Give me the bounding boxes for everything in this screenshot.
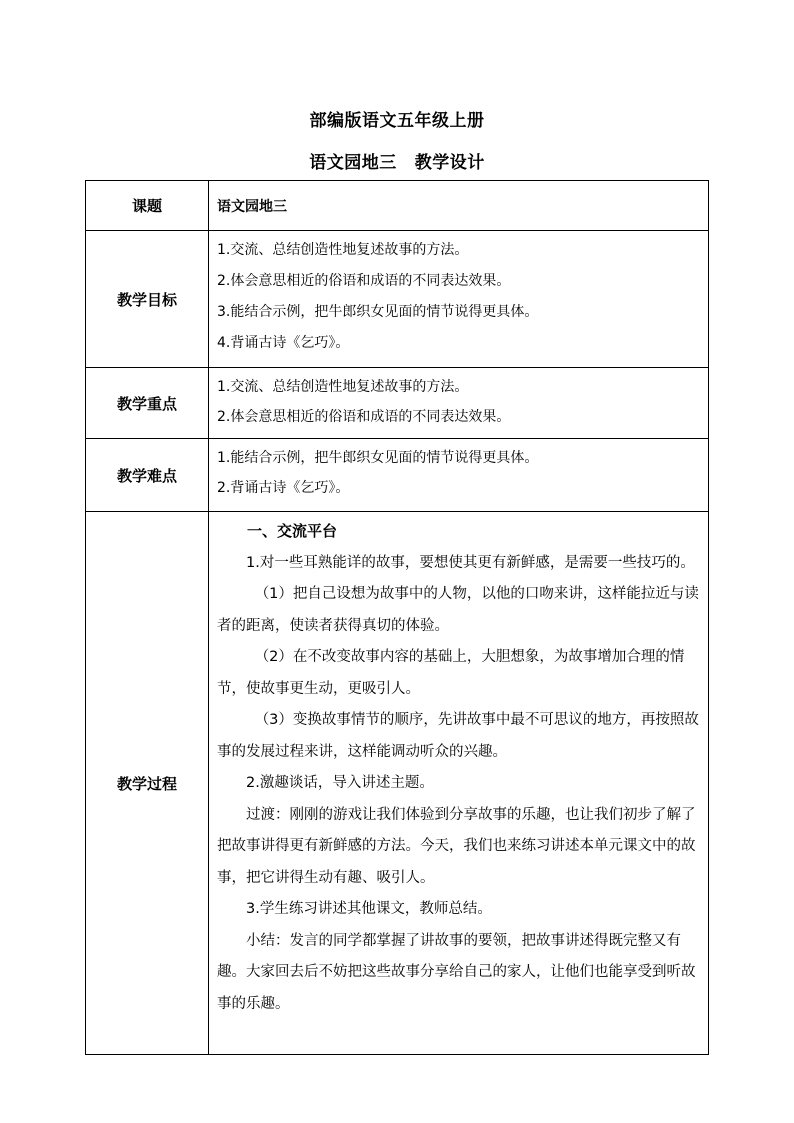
difficulties-header: 教学难点 — [86, 439, 209, 512]
difficulties-cell — [209, 439, 709, 512]
goal-item: 2.体会意思相近的俗语和成语的不同表达效果。 — [217, 273, 511, 289]
subtitle-left: 语文园地三 — [309, 153, 397, 173]
lesson-plan-table — [85, 180, 709, 1055]
table-row-goals — [86, 231, 709, 368]
goal-item: 1.交流、总结创造性地复述故事的方法。 — [217, 242, 469, 258]
subtitle-right: 教学设计 — [414, 153, 485, 173]
table-row-process — [86, 512, 709, 1055]
process-cell — [209, 512, 709, 1055]
process-paragraph: 过渡：刚刚的游戏让我们体验到分享故事的乐趣，也让我们初步了解了把故事讲得更有新鲜感的方法。今天，我们也来练习讲述本单元课文中的故事，把它讲得生动有趣、吸引人。 — [217, 806, 696, 886]
document-subtitle — [0, 148, 794, 173]
table-row-difficulties — [86, 439, 709, 512]
table-row-key-points — [86, 368, 709, 439]
goal-item: 3.能结合示例，把牛郎织女见面的情节说得更具体。 — [217, 304, 539, 320]
process-header: 教学过程 — [86, 512, 209, 1055]
key-point-item: 2.体会意思相近的俗语和成语的不同表达效果。 — [217, 409, 511, 425]
topic-header: 课题 — [86, 181, 209, 231]
difficulty-item: 2.背诵古诗《乞巧》。 — [217, 480, 350, 496]
process-paragraph: 1.对一些耳熟能详的故事，要想使其更有新鲜感，是需要一些技巧的。 — [246, 554, 695, 571]
goal-item: 4.背诵古诗《乞巧》。 — [217, 335, 350, 351]
document-title: 部编版语文五年级上册 — [309, 111, 485, 131]
difficulty-item: 1.能结合示例，把牛郎织女见面的情节说得更具体。 — [217, 450, 539, 466]
key-points-cell — [209, 368, 709, 439]
goals-header: 教学目标 — [86, 231, 209, 368]
process-paragraph: （3）变换故事情节的顺序，先讲故事中最不可思议的地方，再按照故事的发展过程来讲，这样能调动听众的兴趣。 — [217, 712, 699, 760]
process-paragraph: （2）在不改变故事内容的基础上，大胆想象，为故事增加合理的情节，使故事更生动，更吸引人。 — [217, 649, 685, 697]
process-paragraph: （1）把自己设想为故事中的人物，以他的口吻来讲，这样能拉近与读者的距离，使读者获得真切的体验。 — [217, 586, 699, 634]
process-paragraph: 小结：发言的同学都掌握了讲故事的要领，把故事讲述得既完整又有趣。大家回去后不妨把这些故事分享给自己的家人，让他们也能享受到听故事的乐趣。 — [217, 932, 696, 1012]
goals-cell — [209, 231, 709, 368]
process-paragraph: 2.激趣谈话，导入讲述主题。 — [246, 775, 434, 791]
key-points-header: 教学重点 — [86, 368, 209, 439]
table-row-topic — [86, 181, 709, 231]
key-point-item: 1.交流、总结创造性地复述故事的方法。 — [217, 379, 469, 395]
process-paragraph: 3.学生练习讲述其他课文，教师总结。 — [246, 901, 492, 917]
topic-value: 语文园地三 — [209, 181, 709, 231]
section-heading: 一、交流平台 — [247, 522, 338, 540]
